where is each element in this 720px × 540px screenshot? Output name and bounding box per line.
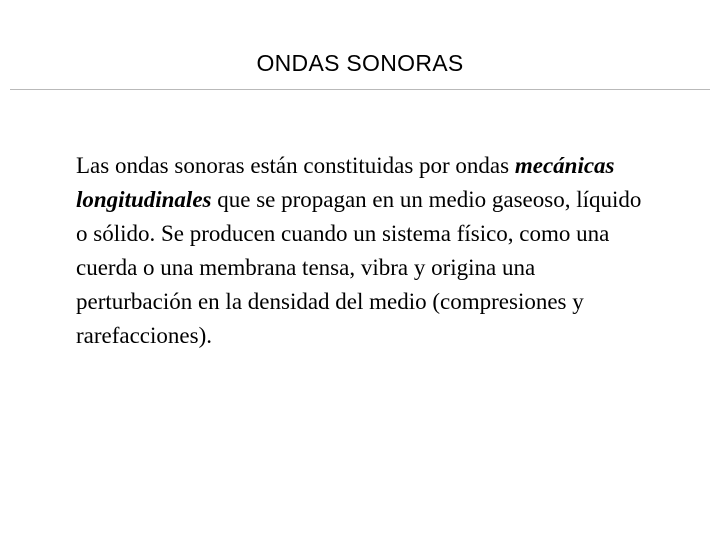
title-divider	[10, 89, 710, 90]
body-text-intro: Las ondas sonoras están constituidas por ondas	[76, 153, 515, 178]
body-text-emphasis: mecánicas longitudinales	[76, 153, 615, 212]
body-text-rest: que se propagan en un medio gaseoso, líquido o sólido. Se producen cuando un sistema físico, como una cuerda o una membrana tensa, vibra y origina una perturbación en la densidad del medio (compresiones y rarefacciones).	[76, 187, 642, 348]
slide-title: ONDAS SONORAS	[256, 50, 464, 76]
body-paragraph	[76, 149, 656, 353]
